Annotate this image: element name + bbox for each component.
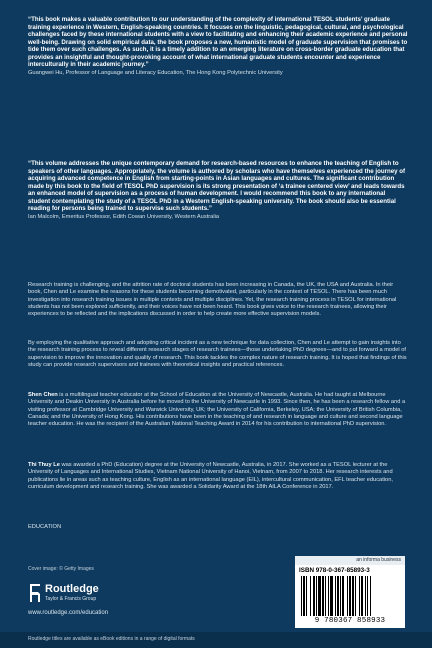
informa-text: an informa business	[356, 557, 401, 563]
barcode-digits: 9 780367 858933	[314, 617, 386, 625]
endorsement-attribution: Ian Malcolm, Emeritus Professor, Edith Cowan University, Western Australia	[28, 213, 220, 220]
ebook-note: Routledge titles are available as eBook editions in a range of digital formats	[28, 636, 195, 642]
barcode-panel	[295, 556, 405, 628]
informa-label	[295, 556, 405, 565]
description-paragraph: By employing the qualitative approach and adopting critical incident as a new technique for data collection, Chen and Le attempt to gain insights into the research training process to reveal different research stages of research trainees—those undertaking PhD degrees—and to put forward a model of supervision to improve the innovation and quality of research. This book tackles the complex nature of research training. It is hoped that findings of this study can provide research supervisors and trainees with theoretical insights and practical references.	[28, 340, 407, 369]
author-name: Shen Chen	[28, 392, 58, 398]
publisher-logo	[28, 583, 148, 609]
cover-image-credit: Cover image: © Getty Images	[28, 566, 94, 572]
endorsement-quote: “This volume addresses the unique contemporary demand for research-based resources to enhance the teaching of English to speakers of other languages. Appropriately, the volume is authored by scholars who have themselves experienced the journey of acquiring advanced competence in English from starting-points in Asian languages and cultures. The significant contribution made by this book to the field of TESOL PhD supervision is its strong presentation of ‘a trainee centered view’ and leads towards an enhanced model of supervision as a process of human development. I would recommend this book to any international student contemplating the study of a TESOL PhD in a Western English-speaking university. The book should also be essential reading for persons being trained to supervise such students.”	[28, 160, 406, 213]
endorsement-quote: “This book makes a valuable contribution to our understanding of the complexity of international TESOL students’ graduate training experience in Western, English-speaking countries. It focuses on the linguistic, pedagogical, cultural, and psychological challenges faced by these international students with a view to facilitating and enhancing their academic experience and personal well-being. Drawing on solid empirical data, the book proposes a new, humanistic model of graduate supervision that promises to tide them over such challenges. As such, it is a timely addition to an emerging literature on cross-border graduate education that provides an insightful and thought-provoking account of what international graduate students encounter and experience interculturally in their academic journey.”	[28, 16, 408, 69]
publisher-group: Taylor & Francis Group	[45, 596, 97, 602]
author-bio-text: is a multilingual teacher educator at the School of Education at the University of Newcastle, Australia. He had taught at Melbourne University and Deakin University in Australia before he moved to the University of Newcastle in 1993. Since then, he has been a research fellow and a visiting professor at Cambridge University and Warwick University, UK; the University of California, Berkeley, USA; the University of British Columbia, Canada; and the University of Hong Kong. His contributions have been in the teaching of and research in language and culture and second language teacher education. He was the recipient of the Australian National Teaching Award in 2014 for his contribution to international PhD supervision.	[28, 392, 406, 428]
publisher-website[interactable]: www.routledge.com/education	[28, 610, 109, 616]
subject-category: EDUCATION	[28, 524, 62, 530]
author-name: Thi Thuy Le	[28, 462, 60, 468]
endorsement-1	[28, 16, 408, 77]
author-bio-le	[28, 462, 408, 491]
publisher-name: Routledge	[45, 583, 99, 595]
routledge-logo-icon	[28, 583, 42, 603]
isbn-text: ISBN 978-0-367-85893-3	[299, 567, 370, 574]
barcode-icon	[301, 576, 399, 616]
author-bio-chen	[28, 392, 408, 429]
endorsement-attribution: Guangwei Hu, Professor of Language and Literacy Education, The Hong Kong Polytechnic University	[28, 69, 283, 76]
endorsement-2	[28, 160, 408, 221]
author-bio-text: was awarded a PhD (Education) degree at the University of Newcastle, Australia, in 2017. She worked as a TESOL lecturer at the University of Languages and International Studies, Vietnam National University of Hanoi, Vietnam, from 2007 to 2018. Her research interests and publications lie in areas such as teaching culture, English as an international language (EIL), intercultural communication, EFL teacher education, curriculum development and research training. She was awarded a Solidarity Award at the 18th AILA Conference in 2017.	[28, 462, 393, 491]
description-paragraph: Research training is challenging, and the attrition rate of doctoral students has been increasing in Canada, the UK, the USA and Australia. In their book, Chen and Le examine the reasons for these students becoming demotivated, particularly in the context of TESOL. There has been much investigation into research training issues in multiple contexts and multiple disciplines. Yet, the research training process in TESOL for international students has not been explored sufficiently, and their voices have not been heard. This book gives voice to the research trainees, allowing their experiences to be reflected and the implications discussed in order to help create more effective supervision models.	[28, 282, 397, 318]
